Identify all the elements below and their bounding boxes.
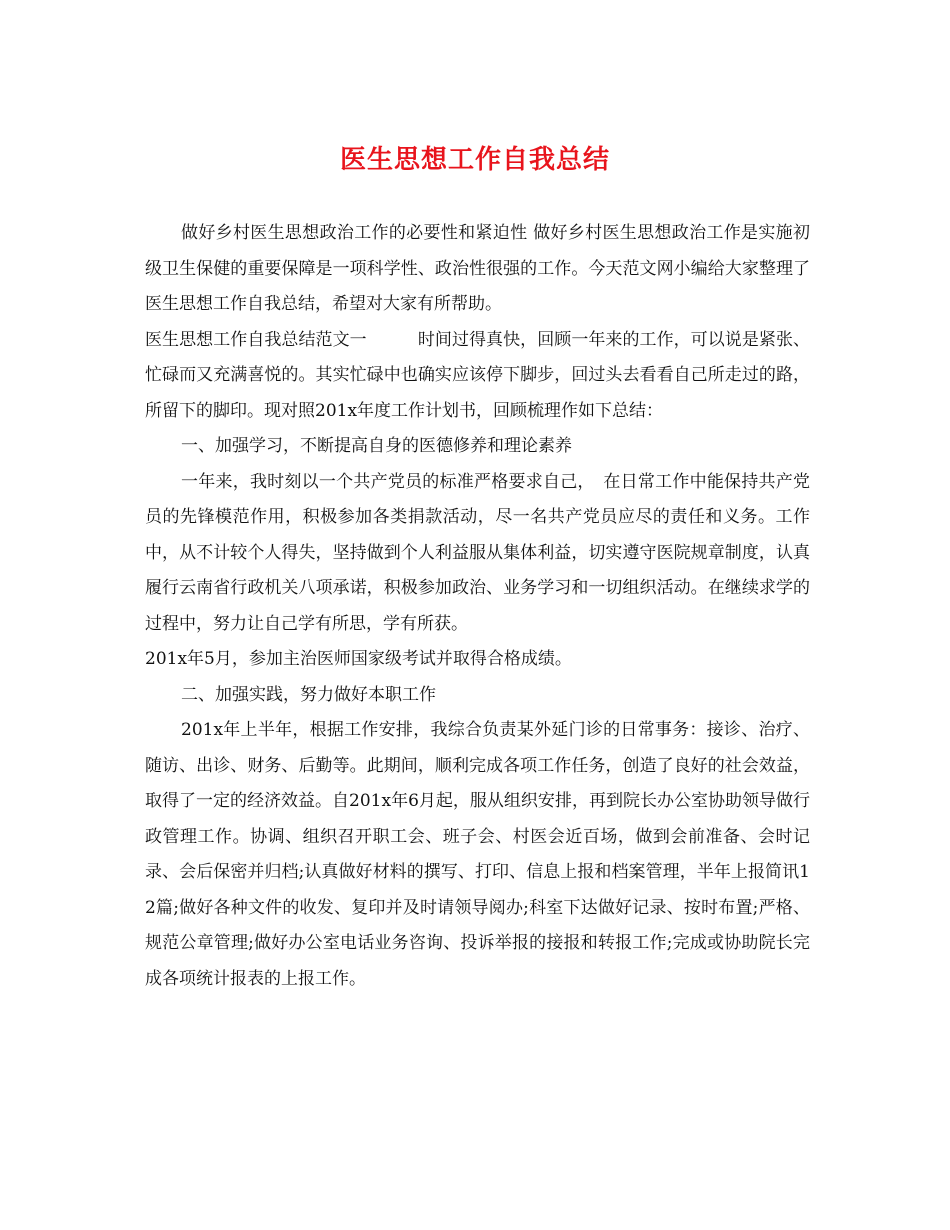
section-heading-one: 一、加强学习，不断提高自身的医德修养和理论素养 (181, 436, 572, 456)
sample-one-paragraph: 医生思想工作自我总结范文一 时间过得真快，回顾一年来的工作，可以说是紧张、忙碌而又充满喜悦的。其实忙碌中也确实应该停下脚步，回过头去看看自己所走过的路，所留下的脚印。现对照201x年度工作计划书，回顾梳理作如下总结： (145, 329, 810, 421)
document-title: 医生思想工作自我总结 (339, 145, 610, 175)
practice-paragraph: 201x年上半年，根据工作安排，我综合负责某外延门诊的日常事务：接诊、治疗、随访、出诊、财务、后勤等。此期间，顺利完成各项工作任务，创造了良好的社会效益，取得了一定的经济效益。自201x年6月起，服从组织安排，再到院长办公室协助领导做行政管理工作。协调、组织召开职工会、班子会、村医会近百场，做到会前准备、会时记录、会后保密并归档;认真做好材料的撰写、打印、信息上报和档案管理，半年上报简讯12篇;做好各种文件的收发、复印并及时请领导阅办;科室下达做好记录、按时布置;严格、规范公章管理;做好办公室电话业务咨询、投诉举报的接报和转报工作;完成或协助院长完成各项统计报表的上报工作。 (145, 720, 810, 989)
study-paragraph: 一年来，我时刻以一个共产党员的标准严格要求自己， 在日常工作中能保持共产党员的先锋模范作用，积极参加各类捐款活动，尽一名共产党员应尽的责任和义务。工作中，从不计较个人得失，坚持做到个人利益服从集体利益，切实遵守医院规章制度，认真履行云南省行政机关八项承诺，积极参加政治、业务学习和一切组织活动。在继续求学的过程中，努力让自己学有所思，学有所获。 (145, 471, 810, 634)
section-heading-two: 二、加强实践，努力做好本职工作 (181, 684, 436, 705)
exam-paragraph: 201x年5月，参加主治医师国家级考试并取得合格成绩。 (145, 649, 572, 669)
intro-paragraph: 做好乡村医生思想政治工作的必要性和紧迫性 做好乡村医生思想政治工作是实施初级卫生保健的重要保障是一项科学性、政治性很强的工作。今天范文网小编给大家整理了医生思想工作自我总结，希望对大家有所帮助。 (145, 223, 810, 314)
document-body (145, 216, 810, 997)
